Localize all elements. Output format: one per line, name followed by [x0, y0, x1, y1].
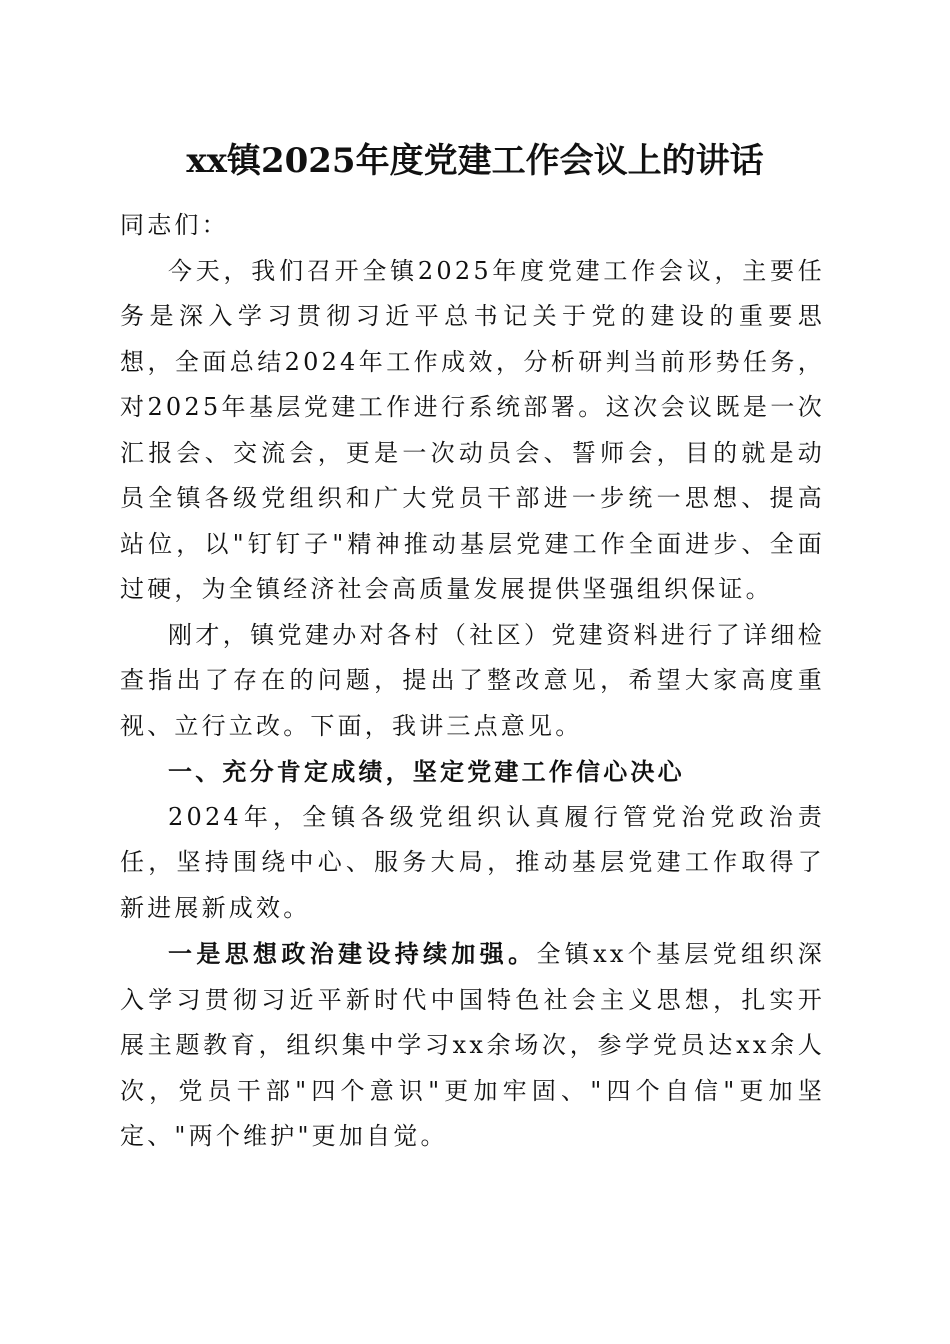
salutation: 同志们： — [120, 211, 229, 239]
paragraph-opening: 今天，我们召开全镇2025年度党建工作会议，主要任务是深入学习贯彻习近平总书记关于党的建设的重要思想，全面总结2024年工作成效，分析研判当前形势任务，对2025年基层党建工作进行系统部署。这次会议既是一次汇报会、交流会，更是一次动员会、誓师会，目的就是动员全镇各级党组织和广大党员干部进一步统一思想、提高站位，以"钉钉子"精神推动基层党建工作全面进步、全面过硬，为全镇经济社会高质量发展提供坚强组织保证。 — [120, 256, 825, 603]
paragraph-inspection: 刚才，镇党建办对各村（社区）党建资料进行了详细检查指出了存在的问题，提出了整改意见，希望大家高度重视、立行立改。下面，我讲三点意见。 — [120, 620, 825, 740]
point-one-paragraph — [120, 931, 825, 1160]
point-one-lead: 一是思想政治建设持续加强。 — [168, 939, 537, 968]
point-one-text: 全镇xx个基层党组织深入学习贯彻习近平新时代中国特色社会主义思想，扎实开展主题教育，组织集中学习xx余场次，参学党员达xx余人次，党员干部"四个意识"更加牢固、"四个自信"更加坚定、"两个维护"更加自觉。 — [120, 940, 825, 1150]
section-paragraph: 2024年，全镇各级党组织认真履行管党治党政治责任，坚持围绕中心、服务大局，推动基层党建工作取得了新进展新成效。 — [120, 802, 825, 922]
document-body — [120, 203, 825, 1160]
section-heading: 一、充分肯定成绩，坚定党建工作信心决心 — [168, 757, 685, 786]
document-title: xx镇2025年度党建工作会议上的讲话 — [186, 141, 764, 181]
